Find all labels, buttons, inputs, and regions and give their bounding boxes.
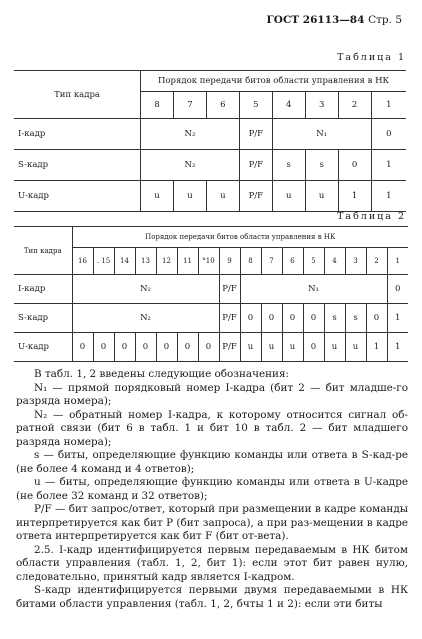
table1-row-header: Тип кадра <box>14 71 141 119</box>
table2-bit: 5 <box>303 248 324 275</box>
paragraph: В табл. 1, 2 введены следующие обозначения: <box>34 368 290 380</box>
table1-cell: N₂ <box>141 119 240 150</box>
table2-cell: 0 <box>303 304 324 333</box>
table1-bit: 7 <box>174 92 207 119</box>
table1-cell: N₂ <box>141 150 240 181</box>
table1-cell: u <box>272 181 305 212</box>
table2-bit: 7 <box>261 248 282 275</box>
table1 <box>14 70 406 212</box>
table1-bit: 4 <box>272 92 305 119</box>
table1-cell: 0 <box>371 119 406 150</box>
table2-cell: u <box>282 333 303 362</box>
table2-cell: 0 <box>198 333 219 362</box>
table2-cell: 0 <box>240 304 261 333</box>
table1-cell: 0 <box>338 150 371 181</box>
paragraph: N₁ — прямой порядковый номер I-кадра (бит 2 — бит младше-го разряда номера); <box>16 381 408 407</box>
table2-bit: 3 <box>345 248 366 275</box>
table1-cell: u <box>141 181 174 212</box>
table2-bit: 6 <box>282 248 303 275</box>
table2-row-label: S-кадр <box>14 304 72 333</box>
table1-cell: u <box>206 181 239 212</box>
table2-cell: 0 <box>156 333 177 362</box>
body-text <box>16 368 408 611</box>
page-header <box>267 14 402 26</box>
table2-bit: 1 <box>387 248 408 275</box>
table1-cell: s <box>305 150 338 181</box>
table2-cell: 0 <box>135 333 156 362</box>
table2 <box>14 226 408 362</box>
table1-bit: 8 <box>141 92 174 119</box>
table2-cell: u <box>261 333 282 362</box>
table1-row-label: U-кадр <box>14 181 141 212</box>
table2-cell: s <box>345 304 366 333</box>
table2-cell: P/F <box>219 275 240 304</box>
table2-cell: u <box>345 333 366 362</box>
table1-cell: P/F <box>239 119 272 150</box>
table2-cell: 0 <box>366 304 387 333</box>
table1-cell: P/F <box>239 181 272 212</box>
table2-bit: . 15 <box>93 248 114 275</box>
table2-cell: 0 <box>72 333 93 362</box>
table2-cell: P/F <box>219 333 240 362</box>
table2-row-header: Тип кадра <box>14 227 72 275</box>
table2-cell: u <box>240 333 261 362</box>
table1-cell: 1 <box>371 181 406 212</box>
table2-cell: N₂ <box>72 275 219 304</box>
table1-row-label: S-кадр <box>14 150 141 181</box>
header-title: ГОСТ 26113—84 <box>266 14 365 26</box>
header-page-number: Стр. 5 <box>368 14 402 26</box>
table1-cell: u <box>174 181 207 212</box>
table2-bit: 9 <box>219 248 240 275</box>
table1-group-header: Порядок передачи битов области управления в НК <box>141 71 406 92</box>
table2-bit: 4 <box>324 248 345 275</box>
table2-cell: 1 <box>387 304 408 333</box>
table2-cell: u <box>324 333 345 362</box>
paragraph: S-кадр идентифицируется первыми двумя передаваемыми в НК битами области управления (табл. 1, 2, бчты 1 и 2): если эти биты <box>16 584 408 610</box>
table2-row-label: I-кадр <box>14 275 72 304</box>
table2-cell: N₁ <box>240 275 387 304</box>
table2-group-header: Порядок передачи битов области управления в НК <box>72 227 408 248</box>
table2-cell: 0 <box>261 304 282 333</box>
table1-cell: 1 <box>338 181 371 212</box>
table2-cell: 0 <box>177 333 198 362</box>
table1-cell: 1 <box>371 150 406 181</box>
table2-cell: 0 <box>282 304 303 333</box>
paragraph: P/F — бит запрос/ответ, который при размещении в кадре команды интерпретируется как бит Р (бит запроса), а при раз-мещении в кадре ответа интерпретируется как бит F (бит от-вета). <box>16 503 408 542</box>
table1-bit: 6 <box>206 92 239 119</box>
paragraph: s — биты, определяющие функцию команды или ответа в S-кад-ре (не более 4 команд и 4 ответов); <box>16 449 408 475</box>
table2-bit: 13 <box>135 248 156 275</box>
table2-bit: 8 <box>240 248 261 275</box>
table1-row-label: I-кадр <box>14 119 141 150</box>
paragraph: 2.5. I-кадр идентифицируется первым передаваемым в НК битом области управления (табл. 1, 2, бит 1): если этот бит равен нулю, следовательно, принятый кадр является I-кадром. <box>16 543 408 583</box>
table1-cell: u <box>305 181 338 212</box>
table2-bit: 11 <box>177 248 198 275</box>
table2-cell: 0 <box>114 333 135 362</box>
paragraph: N₂ — обратный номер I-кадра, к которому относится сигнал об-ратной связи (бит 6 в табл. 1 и бит 10 в табл. 2 — бит младшего разряда номера); <box>16 408 408 448</box>
table2-cell: 1 <box>366 333 387 362</box>
table1-cell: P/F <box>239 150 272 181</box>
table2-cell: s <box>324 304 345 333</box>
table2-cell: 0 <box>387 275 408 304</box>
table2-cell: 0 <box>303 333 324 362</box>
table2-cell: 0 <box>93 333 114 362</box>
table2-bit: 14 <box>114 248 135 275</box>
table1-cell: N₁ <box>272 119 371 150</box>
table2-cell: P/F <box>219 304 240 333</box>
table1-bit: 2 <box>338 92 371 119</box>
table1-caption: Таблица 1 <box>337 52 406 63</box>
table2-row-label: U-кадр <box>14 333 72 362</box>
table1-bit: 3 <box>305 92 338 119</box>
table1-cell: s <box>272 150 305 181</box>
table2-cell: 1 <box>387 333 408 362</box>
table2-bit: 12 <box>156 248 177 275</box>
table2-bit: 2 <box>366 248 387 275</box>
table2-bit: °10 <box>198 248 219 275</box>
paragraph: u — биты, определяющие функцию команды или ответа в U-кадре (не более 32 команд и 32 ответов); <box>16 476 408 502</box>
table2-caption: Таблица 2 <box>337 211 406 222</box>
table1-bit: 5 <box>239 92 272 119</box>
table2-cell: N₂ <box>72 304 219 333</box>
table1-bit: 1 <box>371 92 406 119</box>
table2-bit: 16 <box>72 248 93 275</box>
